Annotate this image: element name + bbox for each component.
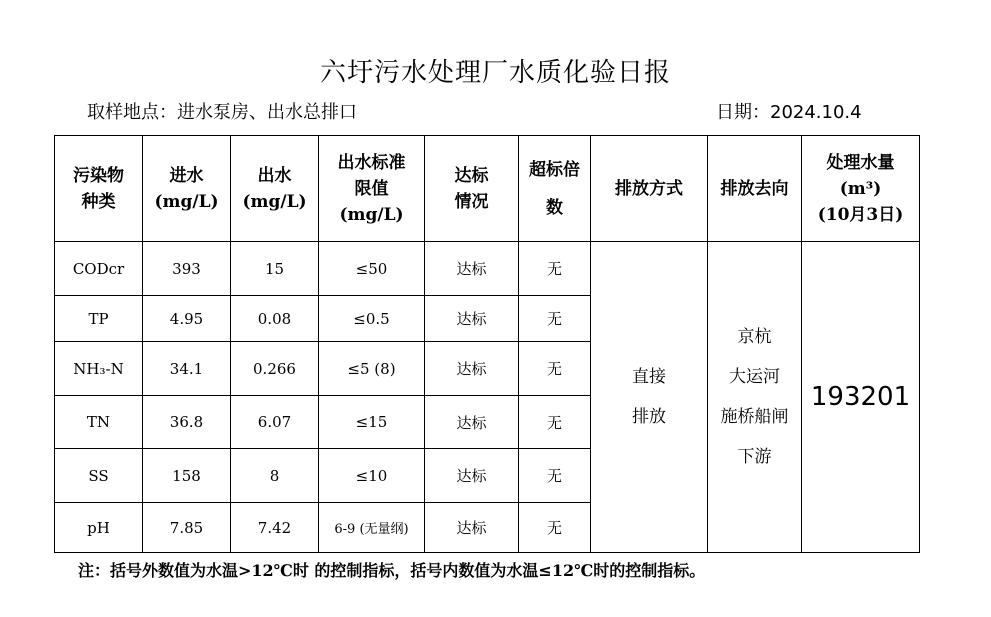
header-effluent: 出水 (mg/L) xyxy=(231,136,319,242)
sampling-location: 取样地点：进水泵房、出水总排口 xyxy=(87,102,357,123)
footnote: 注：括号外数值为水温>12℃时 的控制指标，括号内数值为水温≤12℃时的控制指标。 xyxy=(78,561,706,580)
discharge-method-cell: 直接 排放 xyxy=(591,242,708,553)
limit-value: 6-9 (无量纲) xyxy=(319,503,425,553)
header-volume: 处理水量 (m³) (10月3日) xyxy=(802,136,920,242)
report-date: 日期：2024.10.4 xyxy=(716,102,862,123)
discharge-destination-cell: 京杭 大运河 施桥船闸 下游 xyxy=(708,242,802,553)
influent-value: 34.1 xyxy=(143,342,231,396)
influent-value: 36.8 xyxy=(143,396,231,449)
compliance-status: 达标 xyxy=(425,396,519,449)
compliance-status: 达标 xyxy=(425,296,519,342)
exceed-multiple: 无 xyxy=(519,342,591,396)
header-influent: 进水 (mg/L) xyxy=(143,136,231,242)
effluent-value: 15 xyxy=(231,242,319,296)
effluent-value: 7.42 xyxy=(231,503,319,553)
treated-volume-value: 193201 xyxy=(802,242,920,553)
effluent-value: 8 xyxy=(231,449,319,503)
header-standard: 出水标准 限值 (mg/L) xyxy=(319,136,425,242)
compliance-status: 达标 xyxy=(425,242,519,296)
header-row xyxy=(55,136,920,242)
header-discharge-method: 排放方式 xyxy=(591,136,708,242)
exceed-multiple: 无 xyxy=(519,396,591,449)
influent-value: 4.95 xyxy=(143,296,231,342)
pollutant-name: NH₃-N xyxy=(55,342,143,396)
pollutant-name: TP xyxy=(55,296,143,342)
exceed-multiple: 无 xyxy=(519,503,591,553)
effluent-value: 6.07 xyxy=(231,396,319,449)
report-title: 六圩污水处理厂水质化验日报 xyxy=(319,58,671,88)
influent-value: 7.85 xyxy=(143,503,231,553)
pollutant-name: CODcr xyxy=(55,242,143,296)
header-discharge-dest: 排放去向 xyxy=(708,136,802,242)
effluent-value: 0.08 xyxy=(231,296,319,342)
influent-value: 158 xyxy=(143,449,231,503)
pollutant-name: pH xyxy=(55,503,143,553)
exceed-multiple: 无 xyxy=(519,296,591,342)
header-compliance: 达标 情况 xyxy=(425,136,519,242)
limit-value: ≤10 xyxy=(319,449,425,503)
limit-value: ≤0.5 xyxy=(319,296,425,342)
limit-value: ≤5 (8) xyxy=(319,342,425,396)
compliance-status: 达标 xyxy=(425,342,519,396)
influent-value: 393 xyxy=(143,242,231,296)
pollutant-name: SS xyxy=(55,449,143,503)
compliance-status: 达标 xyxy=(425,449,519,503)
limit-value: ≤50 xyxy=(319,242,425,296)
table-row xyxy=(55,242,920,296)
compliance-status: 达标 xyxy=(425,503,519,553)
header-exceed: 超标倍 数 xyxy=(519,136,591,242)
header-pollutant: 污染物 种类 xyxy=(55,136,143,242)
limit-value: ≤15 xyxy=(319,396,425,449)
pollutant-name: TN xyxy=(55,396,143,449)
effluent-value: 0.266 xyxy=(231,342,319,396)
exceed-multiple: 无 xyxy=(519,242,591,296)
exceed-multiple: 无 xyxy=(519,449,591,503)
water-quality-table xyxy=(54,135,920,553)
